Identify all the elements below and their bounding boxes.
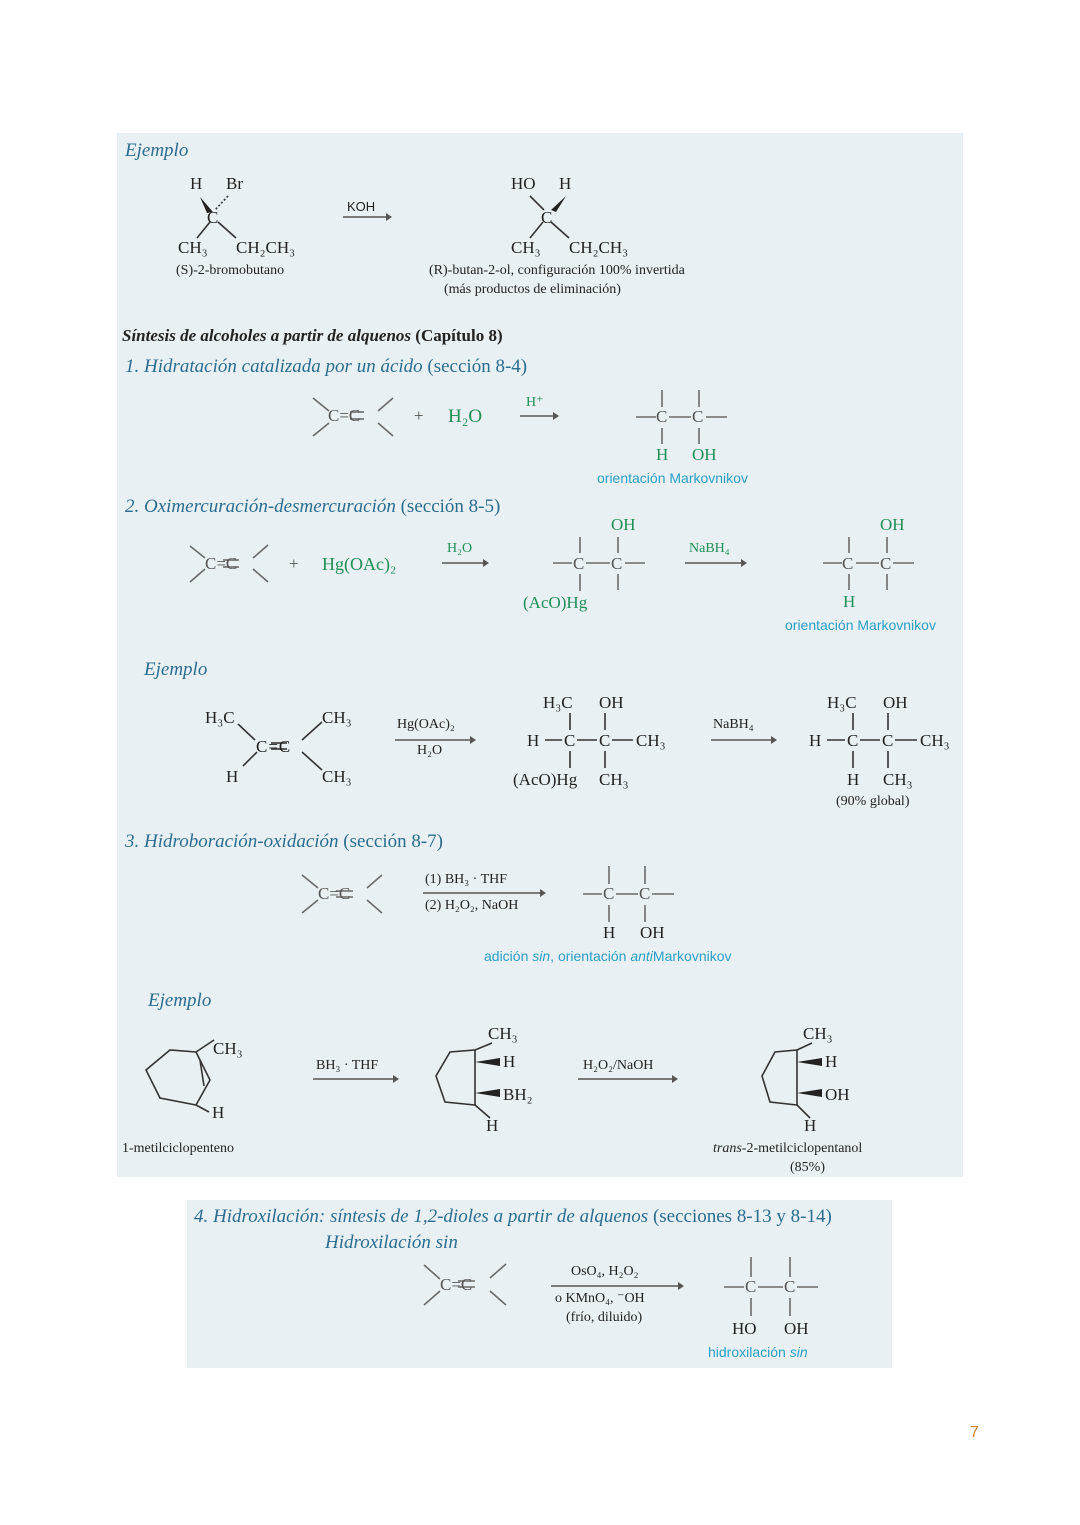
ex2-int-ch3-bottom: CH₃ <box>599 770 629 789</box>
example1-label: Ejemplo <box>125 140 189 161</box>
sn2-product-ho: HO <box>511 174 536 193</box>
hydration-plus: + <box>414 406 424 425</box>
ex2-reactant-h: H <box>226 767 239 786</box>
sn2-product-ch3: CH₃ <box>511 238 541 257</box>
borane-intermediate-ring <box>436 1043 500 1118</box>
hydroboration-orientation-sin: sin <box>532 948 551 964</box>
ex3-prod-oh: OH <box>825 1085 850 1104</box>
page-number: 7 <box>970 1424 979 1441</box>
example3-label: Ejemplo <box>148 990 212 1011</box>
hydroboration-orientation <box>484 949 732 963</box>
synthesis-heading-italic: Síntesis de alcoholes a partir de alquenos <box>122 326 412 345</box>
oxymercuration-intermediate-c1: C <box>573 554 585 573</box>
oxymercuration-intermediate-hg: (AcO)Hg <box>523 593 588 612</box>
ex2-prod-h3c: H₃C <box>827 693 857 712</box>
methylcyclopentanol-ring <box>762 1043 822 1118</box>
ex2-int-h: H <box>527 731 540 750</box>
ex3-int-h-bottom: H <box>486 1116 499 1135</box>
ex3-int-ch3: CH₃ <box>488 1024 518 1043</box>
oxymercuration-orientation: orientación Markovnikov <box>785 617 936 633</box>
sn2-reactant-ethyl: CH₂CH₃ <box>236 238 296 257</box>
hydroxylation-product-c1: C <box>745 1277 757 1296</box>
oxymercuration-product-bonds <box>823 537 914 590</box>
ex2-int-c2: C <box>599 731 611 750</box>
ex2-reducer: NaBH₄ <box>713 717 754 732</box>
hydration-product-h: H <box>656 445 669 464</box>
hydroboration-orientation-mid: , orientación <box>550 948 631 964</box>
section4-heading <box>194 1207 832 1226</box>
hydroxylation-label-sin: sin <box>789 1344 808 1360</box>
sn2-reactant-h: H <box>190 174 203 193</box>
ex2-int-ch3: CH₃ <box>636 731 666 750</box>
section2-title: Oximercuración-desmercuración <box>144 496 396 517</box>
oxymercuration-plus: + <box>289 554 299 573</box>
section3-title: Hidroboración-oxidación <box>144 831 339 852</box>
hydroxylation-product-c2: C <box>784 1277 796 1296</box>
ex3-prod-h: H <box>825 1052 838 1071</box>
ex2-intermediate-bonds <box>545 713 633 768</box>
ex2-product-bonds <box>827 713 917 768</box>
ex3-int-h: H <box>503 1052 516 1071</box>
ex3-product-name <box>713 1142 862 1156</box>
sn2-product-h: H <box>559 174 572 193</box>
hydroboration-product-c2: C <box>639 884 651 903</box>
ex3-product-name-trans: trans <box>713 1141 742 1156</box>
hydroboration-step1: (1) BH₃ · THF <box>425 872 508 887</box>
section4-subtitle: Hidroxilación sin <box>325 1232 458 1253</box>
section3-ref: (sección 8-7) <box>343 831 444 852</box>
ex2-int-h3c: H₃C <box>543 693 573 712</box>
hydroboration-step2: (2) H₂O₂, NaOH <box>425 898 519 913</box>
sn2-product-name: (R)-butan-2-ol, configuración 100% invertida <box>429 263 685 278</box>
section4-ref: (secciones 8-13 y 8-14) <box>652 1206 832 1227</box>
ex3-reactant-h: H <box>212 1103 225 1122</box>
section1-heading <box>125 357 527 376</box>
hydroxylation-reagent3: (frío, diluido) <box>566 1310 643 1325</box>
section3-heading <box>125 832 443 851</box>
ex3-yield: (85%) <box>790 1160 825 1175</box>
hydroboration-product-h: H <box>603 923 616 942</box>
section3-number: 3. <box>125 831 140 852</box>
ex2-prod-oh: OH <box>883 693 908 712</box>
sn2-reactant-ch3: CH₃ <box>178 238 208 257</box>
hydroboration-product-bonds <box>583 866 674 922</box>
hydration-alkene: C=C <box>328 406 361 425</box>
oxymercuration-product-h: H <box>843 592 856 611</box>
hydroxylation-reagent2: o KMnO₄, ⁻OH <box>555 1291 645 1306</box>
section2-heading <box>125 497 500 516</box>
hydration-product-oh: OH <box>692 445 717 464</box>
section1-title: Hidratación catalizada por un ácido <box>144 356 423 377</box>
example2-label: Ejemplo <box>144 659 208 680</box>
ex2-reactant-h3c: H₃C <box>205 708 235 727</box>
ex3-prod-ch3: CH₃ <box>803 1024 833 1043</box>
ex3-reactant-ch3: CH₃ <box>213 1039 243 1058</box>
hydroxylation-reagent1: OsO₄, H₂O₂ <box>571 1264 639 1279</box>
section1-ref: (sección 8-4) <box>427 356 528 377</box>
oxymercuration-intermediate-oh: OH <box>611 515 636 534</box>
hydration-water: H₂O <box>448 406 483 427</box>
oxymercuration-product-c2: C <box>880 554 892 573</box>
sn2-reagent: KOH <box>347 199 376 214</box>
ex2-reactant-ch3-top: CH₃ <box>322 708 352 727</box>
oxymercuration-solvent: H₂O <box>447 541 473 556</box>
ex3-product-name-rest: -2-metilciclopentanol <box>741 1141 863 1156</box>
ex3-reactant-name: 1-metilciclopenteno <box>122 1141 234 1156</box>
hydration-product-bonds <box>636 390 727 444</box>
sn2-reactant-br: Br <box>226 174 243 193</box>
ex2-reactant-ch3-bottom: CH₃ <box>322 767 352 786</box>
ex3-reagent2: H₂O₂/NaOH <box>583 1058 654 1073</box>
hydroxylation-product-oh: OH <box>784 1319 809 1338</box>
ex2-int-c1: C <box>564 731 576 750</box>
methylcyclopentene-ring <box>146 1040 214 1112</box>
sn2-reactant-name: (S)-2-bromobutano <box>176 263 285 278</box>
oxymercuration-intermediate-bonds <box>553 537 645 591</box>
hydroboration-orientation-anti: anti <box>630 948 653 964</box>
section4-title: Hidroxilación: síntesis de 1,2-dioles a partir de alquenos <box>213 1206 649 1227</box>
ex2-prod-ch3-bottom: CH₃ <box>883 770 913 789</box>
hydroxylation-alkene: C=C <box>440 1275 473 1294</box>
hydroxylation-label-prefix: hidroxilación <box>708 1344 790 1360</box>
ex2-reagent-top: Hg(OAc)₂ <box>397 717 455 732</box>
ex2-int-oh: OH <box>599 693 624 712</box>
oxymercuration-product-oh: OH <box>880 515 905 534</box>
hydroboration-product-c1: C <box>603 884 615 903</box>
oxymercuration-reducer: NaBH₄ <box>689 541 730 556</box>
ex3-int-bh2: BH₂ <box>503 1085 533 1104</box>
synthesis-heading-chapter: (Capítulo 8) <box>415 326 503 345</box>
sn2-product-note: (más productos de eliminación) <box>444 282 621 297</box>
oxymercuration-intermediate-c2: C <box>611 554 623 573</box>
ex2-prod-ch3: CH₃ <box>920 731 950 750</box>
ex3-reagent1: BH₃ · THF <box>316 1058 379 1073</box>
hydroboration-orientation-suffix: Markovnikov <box>652 948 732 964</box>
hydroboration-product-oh: OH <box>640 923 665 942</box>
ex2-reactant-cc: C=C <box>256 737 292 756</box>
sn2-reactant-c: C <box>207 208 219 227</box>
section4-number: 4. <box>194 1206 209 1227</box>
hydration-catalyst: H⁺ <box>526 395 544 410</box>
hydroxylation-label <box>708 1345 808 1359</box>
hydroxylation-product-bonds <box>724 1257 818 1316</box>
sn2-product-c: C <box>541 208 553 227</box>
ex3-prod-h-bottom: H <box>804 1116 817 1135</box>
hydroxylation-product-ho: HO <box>732 1319 757 1338</box>
ex2-prod-c2: C <box>882 731 894 750</box>
hydration-orientation: orientación Markovnikov <box>597 470 748 486</box>
hydration-product-c1: C <box>656 407 668 426</box>
ex2-prod-h-bottom: H <box>847 770 860 789</box>
synthesis-heading <box>122 327 503 344</box>
ex2-int-hg: (AcO)Hg <box>513 770 578 789</box>
section2-number: 2. <box>125 496 140 517</box>
hydroboration-alkene: C=C <box>318 884 351 903</box>
oxymercuration-reagent: Hg(OAc)₂ <box>322 554 397 574</box>
oxymercuration-alkene: C=C <box>205 554 238 573</box>
ex2-prod-h: H <box>809 731 822 750</box>
oxymercuration-product-c1: C <box>842 554 854 573</box>
hydroboration-orientation-prefix: adición <box>484 948 533 964</box>
section1-number: 1. <box>125 356 140 377</box>
sn2-product-ethyl: CH₂CH₃ <box>569 238 629 257</box>
section2-ref: (sección 8-5) <box>400 496 501 517</box>
ex2-yield: (90% global) <box>836 794 910 809</box>
ex2-reagent-bottom: H₂O <box>417 743 443 758</box>
hydration-product-c2: C <box>692 407 704 426</box>
ex2-prod-c1: C <box>847 731 859 750</box>
